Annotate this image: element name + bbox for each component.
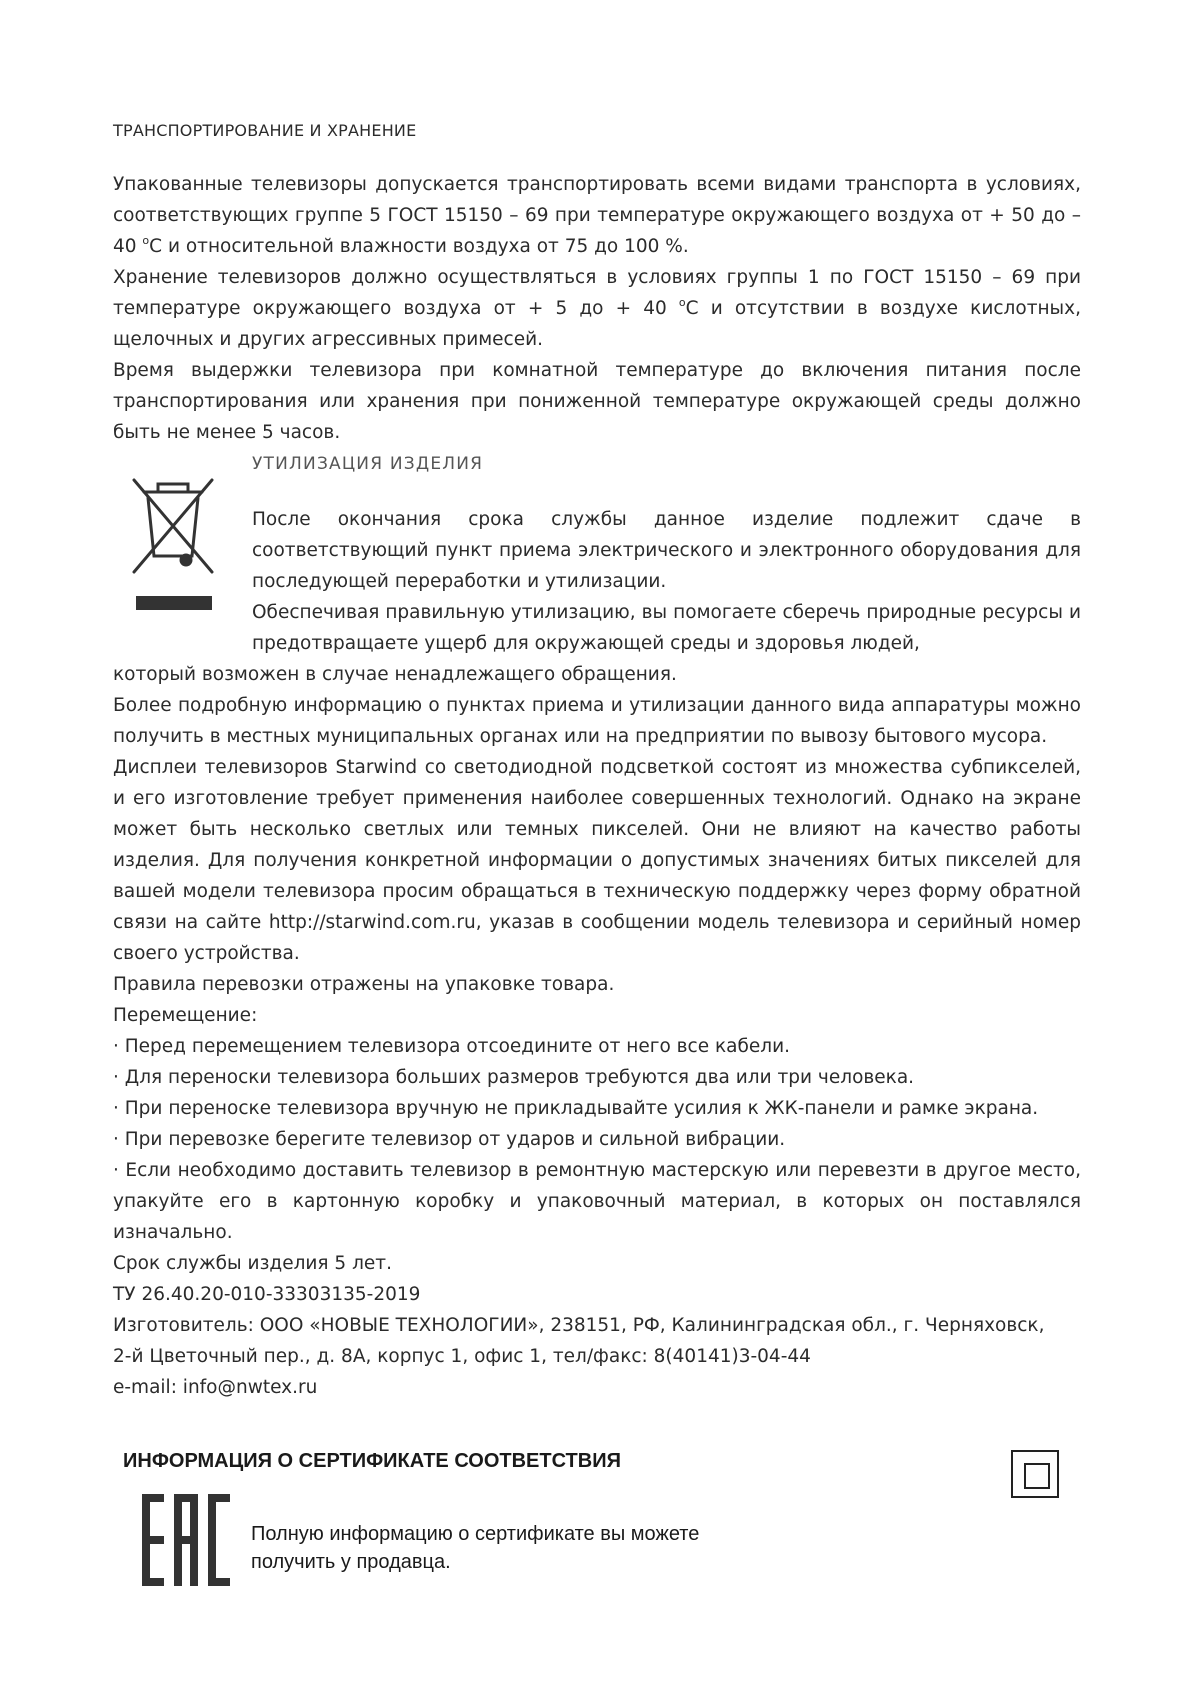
moving-item: · При перевозке берегите телевизор от ударов и сильной вибрации. bbox=[113, 1129, 786, 1150]
moving-item: · Если необходимо доставить телевизор в ремонтную мастерскую или перевезти в другое место, упакуйте его в картонную коробку и упаковочный материал, в которых он поставлялся изначально. bbox=[113, 1160, 1081, 1243]
manufacturer-line-1: Изготовитель: ООО «НОВЫЕ ТЕХНОЛОГИИ», 238151, РФ, Калининградская обл., г. Черняховск, bbox=[113, 1315, 1045, 1336]
transport-paragraph-3: Время выдержки телевизора при комнатной температуре до включения питания после транспортирования или хранения при пониженной температуре окружающей среды должно быть не менее 5 часов. bbox=[113, 360, 1081, 443]
certificate-text bbox=[251, 1520, 699, 1576]
certificate-title: ИНФОРМАЦИЯ О СЕРТИФИКАТЕ СООТВЕТСТВИЯ bbox=[123, 1450, 621, 1472]
transport-paragraph-1: Упакованные телевизоры допускается транспортировать всеми видами транспорта в условиях, соответствующих группе 5 ГОСТ 15150 – 69 при температуре окружающего воздуха от + 50 до – 40 $^о$С и относительной влажности воздуха от 75 до 100 %. bbox=[113, 174, 1081, 257]
moving-item: · Перед перемещением телевизора отсоедините от него все кабели. bbox=[113, 1036, 791, 1057]
disposal-paragraph-2-end: который возможен в случае ненадлежащего обращения. bbox=[113, 664, 677, 685]
disposal-paragraph-3: Более подробную информацию о пунктах приема и утилизации данного вида аппаратуры можно получить в местных муниципальных органах или на предприятии по вывозу бытового мусора. bbox=[113, 695, 1081, 747]
certificate-line-1: Полную информацию о сертификате вы можете bbox=[251, 1523, 700, 1545]
disposal-section bbox=[113, 659, 1081, 1403]
certificate-line-2: получить у продавца. bbox=[251, 1551, 451, 1573]
weee-crossed-bin-icon bbox=[130, 476, 216, 616]
disposal-paragraph-2-start: Обеспечивая правильную утилизацию, вы помогаете сберечь природные ресурсы и предотвращаете ущерб для окружающей среды и здоровья людей, bbox=[252, 602, 1081, 654]
manufacturer-line-2: 2-й Цветочный пер., д. 8А, корпус 1, офис 1, тел/факс: 8(40141)3-04-44 bbox=[113, 1346, 811, 1367]
disposal-indented-block bbox=[252, 504, 1081, 659]
transport-paragraph-2: Хранение телевизоров должно осуществляться в условиях группы 1 по ГОСТ 15150 – 69 при температуре окружающего воздуха от + 5 до + 40 $^о$С и отсутствии в воздухе кислотных, щелочных и других агрессивных примесей. bbox=[113, 267, 1081, 350]
transport-section bbox=[113, 169, 1081, 448]
moving-rules: Правила перевозки отражены на упаковке товара. bbox=[113, 974, 615, 995]
moving-title: Перемещение: bbox=[113, 1005, 258, 1026]
technical-conditions: ТУ 26.40.20-010-33303135-2019 bbox=[113, 1284, 421, 1305]
transport-heading: ТРАНСПОРТИРОВАНИЕ И ХРАНЕНИЕ bbox=[113, 121, 417, 140]
disposal-heading: УТИЛИЗАЦИЯ ИЗДЕЛИЯ bbox=[252, 454, 484, 474]
double-insulation-icon bbox=[1011, 1450, 1059, 1498]
moving-item: · При переноске телевизора вручную не прикладывайте усилия к ЖК-панели и рамке экрана. bbox=[113, 1098, 1039, 1119]
eac-mark-icon bbox=[142, 1494, 230, 1586]
disposal-paragraph-1: После окончания срока службы данное изделие подлежит сдаче в соответствующий пункт приема электрического и электронного оборудования для последующей переработки и утилизации. bbox=[252, 509, 1081, 592]
service-life: Срок службы изделия 5 лет. bbox=[113, 1253, 392, 1274]
manufacturer-email: e-mail: info@nwtex.ru bbox=[113, 1377, 318, 1398]
moving-item: · Для переноски телевизора больших размеров требуются два или три человека. bbox=[113, 1067, 915, 1088]
disposal-paragraph-4: Дисплеи телевизоров Starwind со светодиодной подсветкой состоят из множества субпикселей, и его изготовление требует применения наиболее совершенных технологий. Однако на экране может быть несколько светлых или темных пикселей. Они не влияют на качество работы изделия. Для получения конкретной информации о допустимых значениях битых пикселей для вашей модели телевизора просим обращаться в техническую поддержку через форму обратной связи на сайте http://starwind.com.ru, указав в сообщении модель телевизора и серийный номер своего устройства. bbox=[113, 757, 1081, 964]
